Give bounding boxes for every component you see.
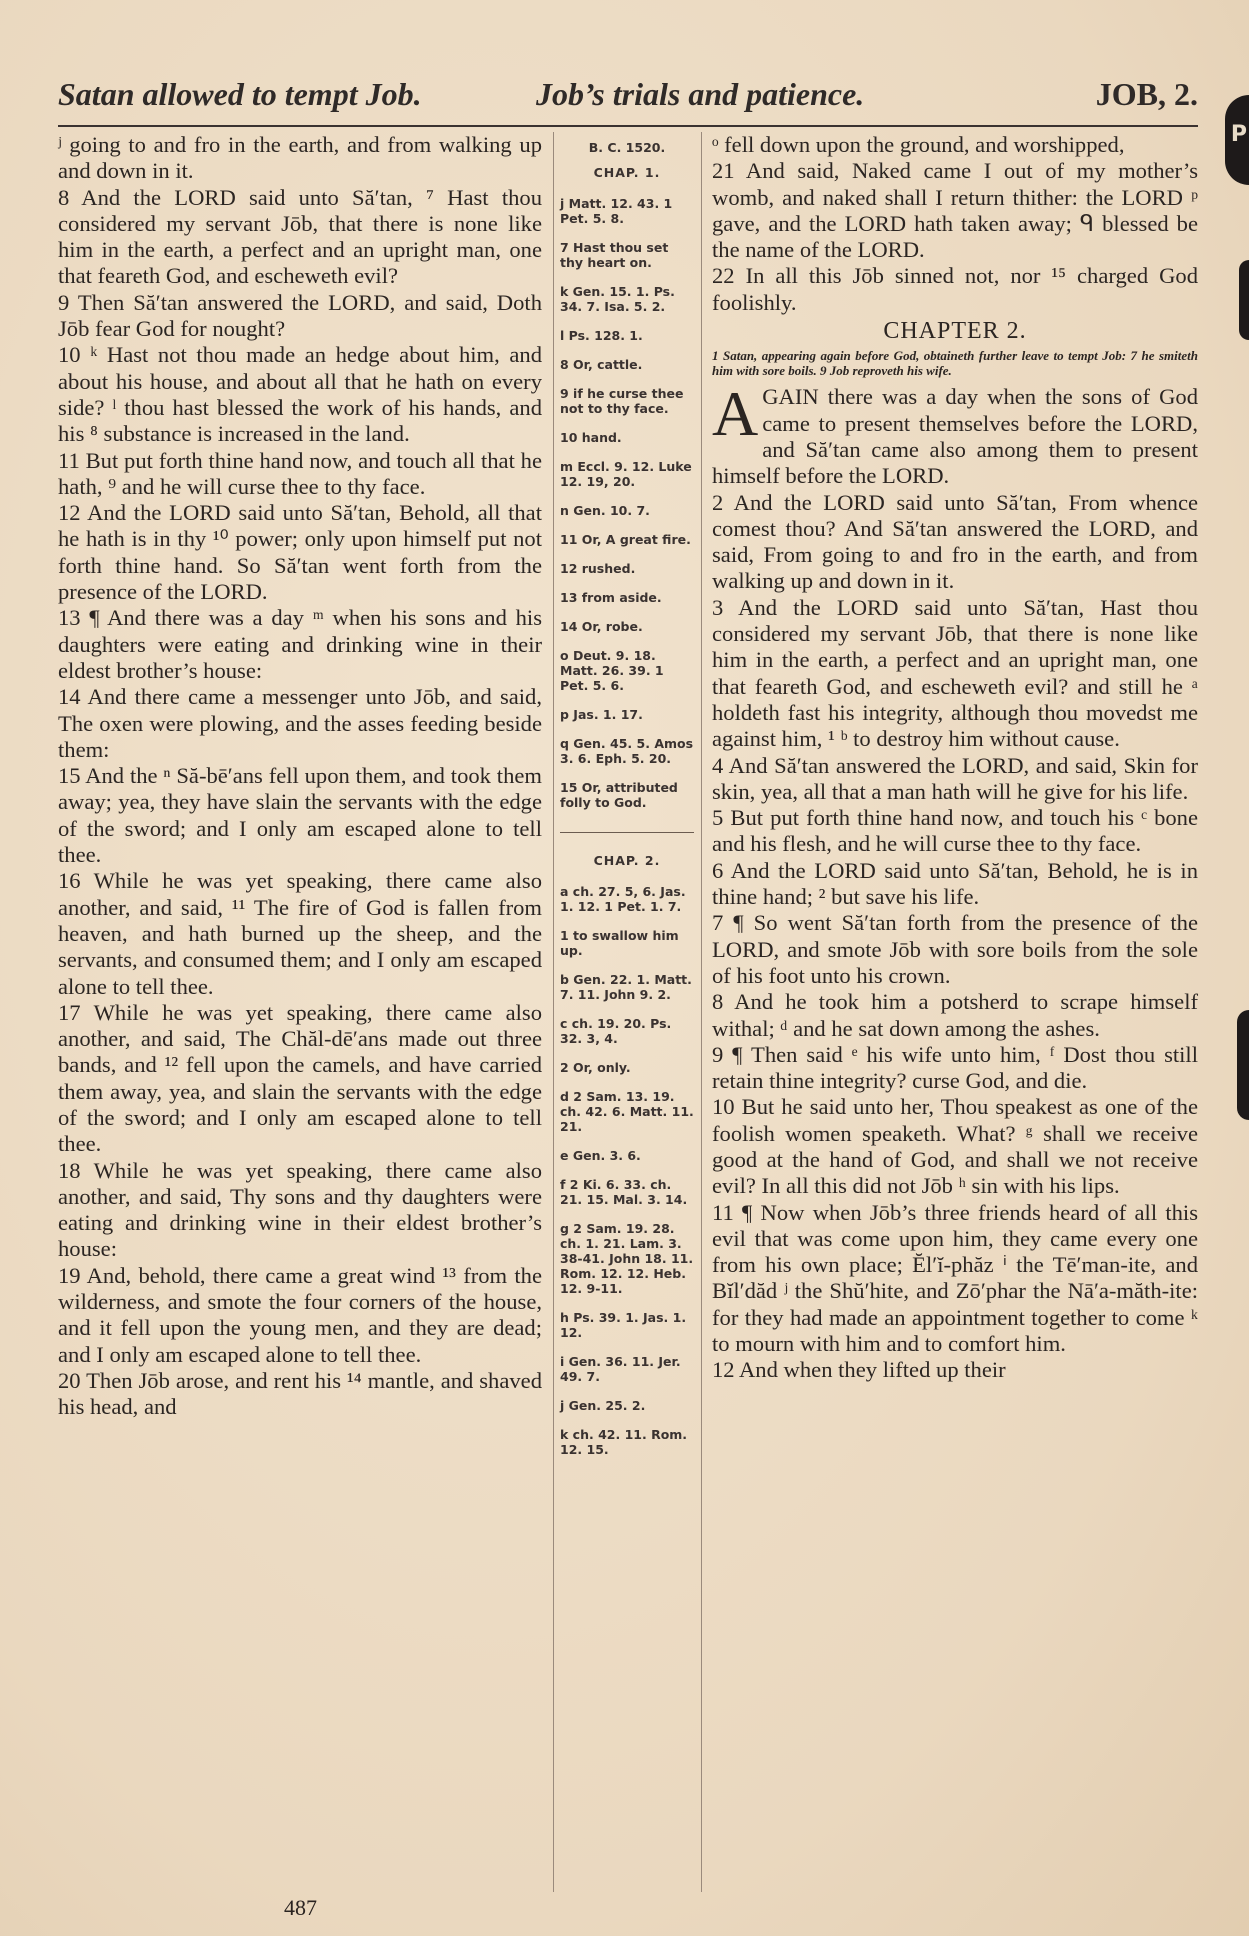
reference-note: 14 Or, robe. <box>560 619 643 634</box>
reference-note: j Matt. 12. 43. 1 Pet. 5. 8. <box>560 196 673 226</box>
verse: 10 ᵏ Hast not thou made an hedge about him, and about his house, and about all that he hath on every side? ˡ thou hast blessed the work of his hands, and his ⁸ substance is increased in the land. <box>58 342 542 447</box>
verse: 9 Then Să′tan answered the LORD, and said, Doth Jōb fear God for nought? <box>58 289 542 342</box>
verse: 19 And, behold, there came a great wind ¹³ from the wilderness, and smote the four corners of the house, and it fell upon the young men, and they are dead; and I only am escaped alone to tell thee. <box>58 1262 542 1367</box>
reference-note: h Ps. 39. 1. Jas. 1. 12. <box>560 1310 687 1340</box>
reference-note: 11 Or, A great fire. <box>560 532 691 547</box>
page-edge-mark <box>1237 1010 1249 1120</box>
reference-note: i Gen. 36. 11. Jer. 49. 7. <box>560 1354 681 1384</box>
reference-note: g 2 Sam. 19. 28. ch. 1. 21. Lam. 3. 38-41. John 18. 11. Rom. 12. 12. Heb. 12. 9-11. <box>560 1221 694 1296</box>
chapter-separator <box>560 832 694 833</box>
reference-note: 8 Or, cattle. <box>560 357 643 372</box>
reference-note: 15 Or, attributed folly to God. <box>560 780 678 810</box>
reference-note: 9 if he curse thee not to thy face. <box>560 386 684 416</box>
reference-note: a ch. 27. 5, 6. Jas. 1. 12. 1 Pet. 1. 7. <box>560 884 686 914</box>
verse: 7 ¶ So went Să′tan forth from the presence of the LORD, and smote Jōb with sore boils from the sole of his foot unto his crown. <box>712 910 1198 988</box>
drop-cap: A <box>712 378 759 450</box>
reference-note: c ch. 19. 20. Ps. 32. 3, 4. <box>560 1016 672 1046</box>
right-text-column <box>712 132 1198 1384</box>
verse: 8 And the LORD said unto Să′tan, ⁷ Hast thou considered my servant Jōb, that there is none like him in the earth, a perfect and an upright man, one that feareth God, and escheweth evil? <box>58 184 542 289</box>
reference-note: o Deut. 9. 18. Matt. 26. 39. 1 Pet. 5. 6. <box>560 648 664 693</box>
header-middle-title: Job’s trials and patience. <box>536 76 865 112</box>
reference-note: e Gen. 3. 6. <box>560 1148 641 1163</box>
year-note: B. C. 1520. <box>588 140 666 155</box>
page-edge-mark <box>1239 260 1249 340</box>
reference-note: d 2 Sam. 13. 19. ch. 42. 6. Matt. 11. 21. <box>560 1089 694 1134</box>
reference-note: 13 from aside. <box>560 590 662 605</box>
verse: 18 While he was yet speaking, there came also another, and said, Thy sons and thy daughters were eating and drinking wine in their eldest brother’s house: <box>58 1157 542 1262</box>
page-number: 487 <box>284 1895 317 1920</box>
reference-note: 7 Hast thou set thy heart on. <box>560 240 669 270</box>
reference-note: 2 Or, only. <box>560 1060 631 1075</box>
running-header <box>58 76 1198 122</box>
header-book-chapter: JOB, 2. <box>1095 76 1198 112</box>
verse: 12 And the LORD said unto Să′tan, Behold, all that he hath is in thy ¹⁰ power; only upon himself put not forth thine hand. So Să′tan went forth from the presence of the LORD. <box>58 500 542 605</box>
reference-note: 1 to swallow him up. <box>560 928 679 958</box>
reference-note: j Gen. 25. 2. <box>560 1398 646 1413</box>
chapter-1-label: CHAP. 1. <box>593 165 661 180</box>
verse: 12 And when they lifted up their <box>712 1357 1006 1383</box>
verse: 9 ¶ Then said ᵉ his wife unto him, ᶠ Dost thou still retain thine integrity? curse God, and die. <box>712 1041 1198 1094</box>
reference-note: n Gen. 10. 7. <box>560 503 650 518</box>
reference-note: b Gen. 22. 1. Matt. 7. 11. John 9. 2. <box>560 972 692 1002</box>
reference-note: f 2 Ki. 6. 33. ch. 21. 15. Mal. 3. 14. <box>560 1177 688 1207</box>
chapter-2-heading: CHAPTER 2. <box>883 318 1027 345</box>
verse: 11 But put forth thine hand now, and touch all that he hath, ⁹ and he will curse thee to thy face. <box>58 447 542 499</box>
verse: 15 And the ⁿ Să-bē′ans fell upon them, and took them away; yea, they have slain the servants with the edge of the sword; and I only am escaped alone to tell thee. <box>58 763 542 868</box>
header-left-title: Satan allowed to tempt Job. <box>58 76 422 112</box>
verse: 14 And there came a messenger unto Jōb, and said, The oxen were plowing, and the asses feeding beside them: <box>58 684 542 762</box>
header-rule <box>58 125 1198 127</box>
reference-note: p Jas. 1. 17. <box>560 707 643 722</box>
verse: 10 But he said unto her, Thou speakest as one of the foolish women speaketh. What? ᵍ shall we receive good at the hand of God, and shall we not receive evil? In all this did not Jōb ʰ sin with his lips. <box>712 1094 1198 1199</box>
reference-note: q Gen. 45. 5. Amos 3. 6. Eph. 5. 20. <box>560 736 694 766</box>
left-text-column <box>58 132 542 1421</box>
cross-reference-column <box>560 132 694 1471</box>
verse: 13 ¶ And there was a day ᵐ when his sons and his daughters were eating and drinking wine in their eldest brother’s house: <box>58 605 542 683</box>
chapter-2-summary: 1 Satan, appearing again before God, obtaineth further leave to tempt Job: 7 he smiteth him with sore boils. 9 Job reproveth his wife. <box>712 348 1198 379</box>
reference-note: l Ps. 128. 1. <box>560 328 643 343</box>
reference-note: 12 rushed. <box>560 561 636 576</box>
reference-note: m Eccl. 9. 12. Luke 12. 19, 20. <box>560 459 692 489</box>
reference-note: k Gen. 15. 1. Ps. 34. 7. Isa. 5. 2. <box>560 284 675 314</box>
verse: 5 But put forth thine hand now, and touch his ᶜ bone and his flesh, and he will curse thee to thy face. <box>712 805 1198 857</box>
verse: ᵒ fell down upon the ground, and worshipped, <box>712 132 1125 157</box>
verse: 2 And the LORD said unto Să′tan, From whence comest thou? And Să′tan answered the LORD, and said, From going to and fro in the earth, and from walking up and down in it. <box>712 489 1198 594</box>
column-divider <box>553 132 554 1892</box>
column-divider <box>701 132 702 1892</box>
verse: 17 While he was yet speaking, there came also another, and said, The Chăl-dē′ans made out three bands, and ¹² fell upon the camels, and have carried them away, yea, and slain the servants with the edge of the sword; and I only am escaped alone to tell thee. <box>58 999 542 1157</box>
verse-first <box>712 378 1198 489</box>
verse: 22 In all this Jōb sinned not, nor ¹⁵ charged God foolishly. <box>712 263 1198 315</box>
verse: 4 And Să′tan answered the LORD, and said, Skin for skin, yea, all that a man hath will he give for his life. <box>712 752 1198 804</box>
reference-note: k ch. 42. 11. Rom. 12. 15. <box>560 1427 688 1457</box>
verse: 11 ¶ Now when Jōb’s three friends heard of all this evil that was come upon him, they came every one from his own place; Ĕl′ĭ-phăz ⁱ the Tē′man-ite, and Bĭl′dăd ʲ the Shŭ′hite, and Zō′phar the Nā′a-măth-ite: for they had made an appointment together to come ᵏ to mourn with him and to comfort him. <box>712 1199 1198 1357</box>
verse-text: GAIN there was a day when the sons of God came to present themselves before the LORD, and Să′tan came also among them to present himself before the LORD. <box>712 384 1198 489</box>
verse: 3 And the LORD said unto Să′tan, Hast thou considered my servant Jōb, that there is none like him in the earth, a perfect and an upright man, one that feareth God, and escheweth evil? and still he ᵃ holdeth fast his integrity, although thou movedst me against him, ¹ ᵇ to destroy him without cause. <box>712 594 1198 752</box>
verse: 8 And he took him a potsherd to scrape himself withal; ᵈ and he sat down among the ashes. <box>712 989 1198 1041</box>
chapter-2-label: CHAP. 2. <box>593 853 661 868</box>
verse: 16 While he was yet speaking, there came also another, and said, ¹¹ The fire of God is fallen from heaven, and hath burned up the sheep, and the servants, and consumed them; and I only am escaped alone to tell thee. <box>58 868 542 999</box>
verse: ʲ going to and fro in the earth, and from walking up and down in it. <box>58 132 542 184</box>
thumb-index-label: P <box>1230 122 1247 147</box>
verse: 6 And the LORD said unto Să′tan, Behold, he is in thine hand; ² but save his life. <box>712 857 1198 910</box>
reference-note: 10 hand. <box>560 430 622 445</box>
verse: 20 Then Jōb arose, and rent his ¹⁴ mantle, and shaved his head, and <box>58 1367 542 1420</box>
verse: 21 And said, Naked came I out of my mother’s womb, and naked shall I return thither: the LORD ᵖ gave, and the LORD hath taken away; ᑫ blessed be the name of the LORD. <box>712 158 1198 263</box>
